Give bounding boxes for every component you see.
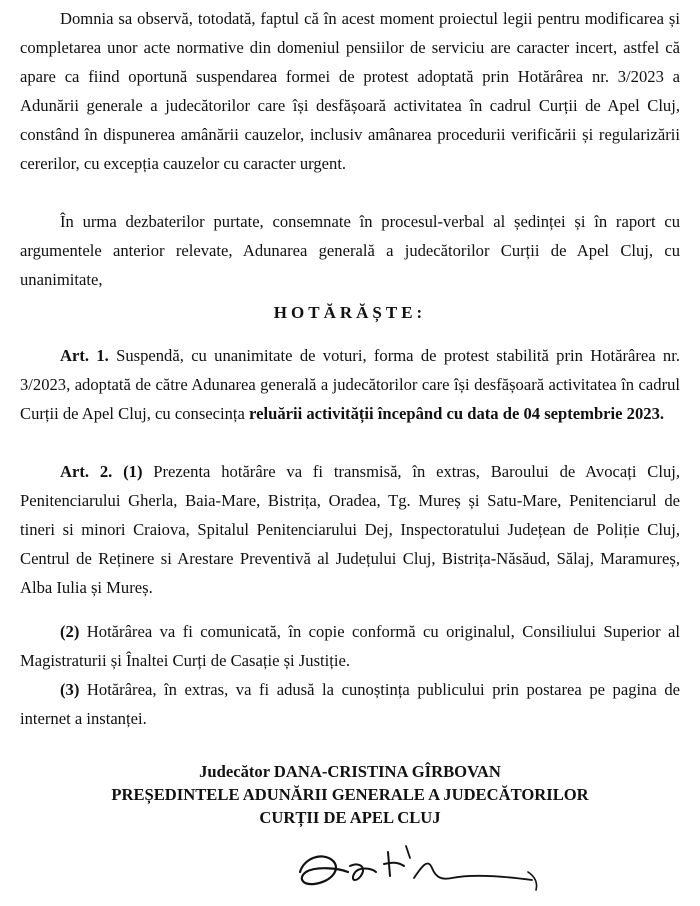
article-2-paragraph-2: [20, 617, 680, 675]
article-2-p3-number: (3): [60, 680, 80, 699]
paragraph-intro: Domnia sa observă, totodată, faptul că în acest moment proiectul legii pentru modificarea și completarea unor acte normative din domeniul pensiilor de serviciu are caracter incert, astfel că apare ca fiind oportună suspendarea formei de protest adoptată prin Hotărârea nr. 3/2023 a Adunării generale a judecătorilor care își desfășoară activitatea în cadrul Curții de Apel Cluj, constând în dispunerea amânării cauzelor, inclusiv amânarea procedurii verificării și regularizării cererilor, cu excepția cauzelor cu caracter urgent.: [20, 9, 680, 173]
article-1-text: Suspendă, cu unanimitate de voturi, forma de protest stabilită prin Hotărârea nr. 3/2023, adoptată de către Adunarea generală a judecătorilor care își desfășoară activitatea în cadrul Curții de Apel Cluj, cu consecința: [20, 346, 680, 423]
decision-heading: HOTĂRĂȘTE:: [273, 303, 427, 322]
article-2-p2-text: Hotărârea va fi comunicată, în copie conformă cu originalul, Consiliului Superior al Magistraturii și Înaltei Curți de Casație și Justiție.: [20, 622, 680, 670]
signatory-court: CURȚII DE APEL CLUJ: [259, 808, 441, 827]
signatory-title: PREȘEDINTELE ADUNĂRII GENERALE A JUDECĂTORILOR: [111, 785, 589, 804]
article-1-label: Art. 1.: [60, 346, 109, 365]
signatory-name: Judecător DANA-CRISTINA GÎRBOVAN: [199, 762, 501, 781]
article-2-p1-number: (1): [123, 462, 143, 481]
handwritten-signature: [292, 838, 552, 898]
article-1: [20, 341, 680, 428]
article-2-label: Art. 2.: [60, 462, 113, 481]
article-2-p1-text: Prezenta hotărâre va fi transmisă, în extras, Baroului de Avocați Cluj, Penitenciarului Gherla, Baia-Mare, Bistrița, Oradea, Tg. Mureș și Satu-Mare, Penitenciarul de tineri si minori Craiova, Spitalul Penitenciarului Dej, Inspectoratului Județean de Poliție Cluj, Centrul de Reținere si Arestare Preventivă al Județului Cluj, Bistrița-Năsăud, Sălaj, Maramureș, Alba Iulia și Mureș.: [20, 462, 681, 597]
article-2-paragraph-3: [20, 675, 680, 733]
article-1-bold-text: reluării activității începând cu data de 04 septembrie 2023.: [249, 404, 665, 423]
article-2-paragraph-1: [20, 457, 680, 602]
article-2-p2-number: (2): [60, 622, 80, 641]
article-2-p3-text: Hotărârea, în extras, va fi adusă la cunoștința publicului prin postarea pe pagina de internet a instanței.: [20, 680, 680, 728]
paragraph-deliberation: În urma dezbaterilor purtate, consemnate în procesul-verbal al ședinței și în raport cu argumentele anterior relevate, Adunarea generală a judecătorilor Curții de Apel Cluj, cu unanimitate,: [20, 212, 680, 289]
